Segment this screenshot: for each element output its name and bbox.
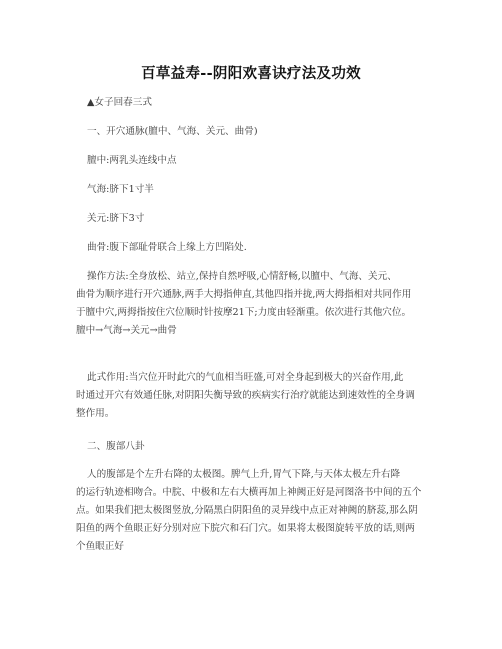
paragraph-line: 操作方法:全身放松、站立,保持自然呼吸,心情舒畅,以膻中、气海、关元、 bbox=[87, 271, 397, 282]
paragraph-line: 的运行轨迹相吻合。中脘、中极和左右大横再加上神阙正好是河图洛书中间的五个 bbox=[76, 487, 422, 498]
point-qihai: 气海:脐下1寸半 bbox=[87, 184, 154, 195]
method-paragraph bbox=[76, 268, 436, 340]
point-shanzhong: 膻中:两乳头连线中点 bbox=[87, 155, 177, 166]
paragraph-line: 整作用。 bbox=[76, 408, 115, 419]
step-one-heading: 一、开穴通脉(膻中、气海、关元、曲骨) bbox=[87, 126, 258, 137]
paragraph-line: 时通过开穴有效通任脉,对阴阳失衡导致的疾病实行治疗就能达到速效性的全身调 bbox=[76, 390, 415, 401]
paragraph-line: 人的腹部是个左升右降的太极图。脾气上升,胃气下降,与天体太极左升右降 bbox=[87, 469, 401, 480]
paragraph-line: 曲骨为顺序进行开穴通脉,两手大拇指伸直,其他四指并拢,两大拇指相对共同作用 bbox=[76, 289, 412, 300]
effect-paragraph bbox=[76, 369, 436, 423]
point-qugu: 曲骨:腹下部耻骨联合上缘上方凹陷处. bbox=[87, 242, 247, 253]
paragraph-line: 此式作用:当穴位开时此穴的气血相当旺盛,可对全身起到极大的兴奋作用,此 bbox=[87, 372, 404, 383]
bagua-paragraph bbox=[76, 466, 436, 556]
step-two-heading: 二、腹部八卦 bbox=[87, 441, 145, 452]
section-heading: ▲女子回春三式 bbox=[87, 97, 152, 108]
paragraph-line: 阳鱼的两个鱼眼正好分别对应下脘穴和石门穴。如果将太极图旋转平放的话,则两 bbox=[76, 523, 415, 534]
point-guanyuan: 关元:脐下3寸 bbox=[87, 213, 145, 224]
paragraph-line: 于膻中穴,两拇指按住穴位顺时针按摩21下;力度由轻渐重。依次进行其他穴位。 bbox=[76, 307, 412, 318]
document-title: 百草益寿--阴阳欢喜诀疗法及功效 bbox=[141, 66, 361, 82]
paragraph-line: 膻中→气海→关元→曲骨 bbox=[76, 325, 177, 336]
paragraph-line: 个鱼眼正好 bbox=[76, 541, 124, 552]
paragraph-line: 点。如果我们把太极图竖放,分隔黑白阴阳鱼的灵异线中点正对神阙的脐蕊,那么阴 bbox=[76, 505, 418, 516]
